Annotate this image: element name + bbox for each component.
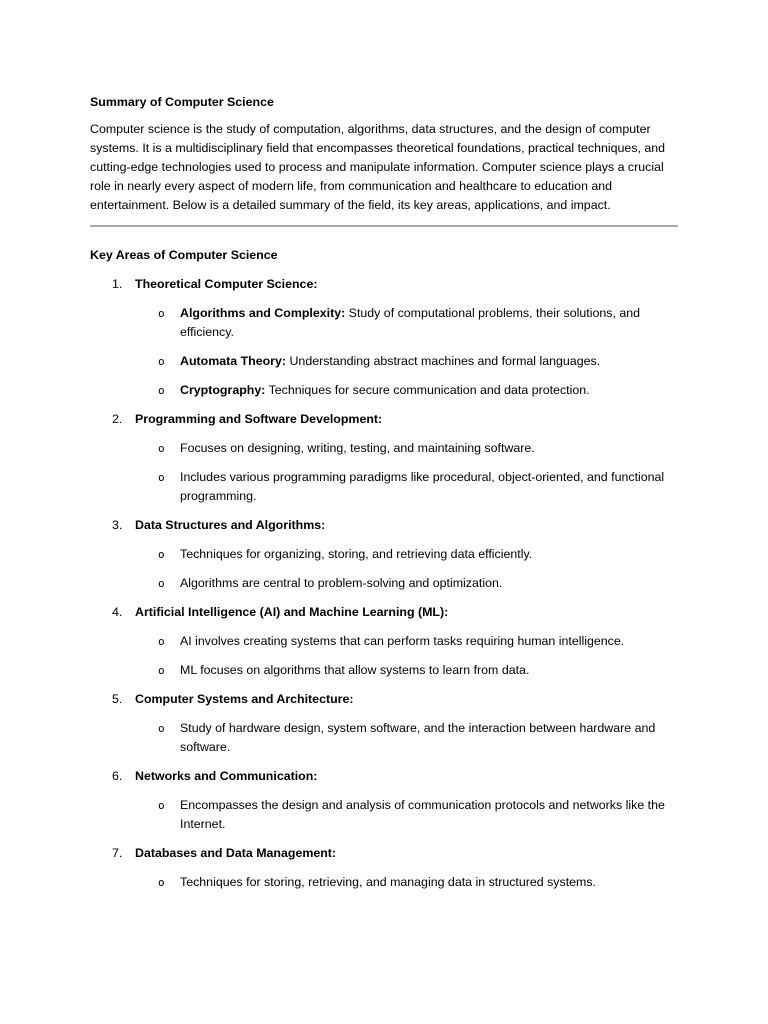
list-number: 5. [112, 692, 123, 706]
sub-item-text: AI involves creating systems that can perform tasks requiring human intelligence. [180, 634, 625, 648]
key-area-title: Programming and Software Development: [135, 412, 383, 426]
sub-item-list [135, 304, 678, 400]
key-areas-list [90, 275, 678, 892]
intro-paragraph: Computer science is the study of computation, algorithms, data structures, and the design of computer systems. It is a multidisciplinary field that encompasses theoretical foundations, practical techniques, and cutting-edge technologies used to process and manipulate information. Computer science plays a crucial role in nearly every aspect of modern life, from communication and healthcare to education and entertainment. Below is a detailed summary of the field, its key areas, applications, and impact. [90, 122, 666, 212]
sub-item-term: Automata Theory: [180, 354, 287, 368]
key-area-title: Artificial Intelligence (AI) and Machine Learning (ML): [135, 605, 449, 619]
sub-list-item [135, 352, 678, 371]
bullet-icon: o [158, 635, 165, 648]
key-area-title: Networks and Communication: [135, 769, 318, 783]
list-number: 7. [112, 846, 123, 860]
sub-list-item [135, 304, 678, 342]
key-area-title: Theoretical Computer Science: [135, 277, 318, 291]
key-areas-heading: Key Areas of Computer Science [90, 248, 278, 262]
key-area-title: Databases and Data Management: [135, 846, 337, 860]
sub-item-text: Focuses on designing, writing, testing, and maintaining software. [180, 441, 535, 455]
list-number: 3. [112, 518, 123, 532]
bullet-icon: o [158, 664, 165, 677]
key-area-item [90, 603, 678, 680]
list-number: 2. [112, 412, 123, 426]
key-area-item [90, 767, 678, 834]
sub-item-text: Study of hardware design, system software, and the interaction between hardware and software. [180, 721, 656, 754]
key-area-item [90, 410, 678, 506]
sub-list-item [135, 574, 678, 593]
sub-item-term: Cryptography: [180, 383, 266, 397]
sub-list-item [135, 661, 678, 680]
list-number: 4. [112, 605, 123, 619]
sub-item-list [135, 719, 678, 757]
list-number: 1. [112, 277, 123, 291]
key-area-title: Data Structures and Algorithms: [135, 518, 326, 532]
sub-list-item [135, 632, 678, 651]
bullet-icon: o [158, 355, 165, 368]
key-area-item [90, 690, 678, 757]
bullet-icon: o [158, 442, 165, 455]
sub-item-list [135, 632, 678, 680]
sub-item-list [135, 439, 678, 506]
bullet-icon: o [158, 471, 165, 484]
sub-item-term: Algorithms and Complexity: [180, 306, 346, 320]
bullet-icon: o [158, 384, 165, 397]
bullet-icon: o [158, 722, 165, 735]
sub-item-text: Techniques for storing, retrieving, and managing data in structured systems. [180, 875, 596, 889]
sub-list-item [135, 719, 678, 757]
sub-item-text: Techniques for organizing, storing, and retrieving data efficiently. [180, 547, 533, 561]
sub-item-text: Encompasses the design and analysis of communication protocols and networks like the Internet. [180, 798, 665, 831]
list-number: 6. [112, 769, 123, 783]
sub-item-list [135, 873, 678, 892]
sub-list-item [135, 796, 678, 834]
sub-item-list [135, 796, 678, 834]
sub-item-text: Techniques for secure communication and data protection. [265, 383, 590, 397]
sub-list-item [135, 381, 678, 400]
bullet-icon: o [158, 577, 165, 590]
sub-list-item [135, 873, 678, 892]
key-area-item [90, 275, 678, 400]
bullet-icon: o [158, 799, 165, 812]
sub-item-text: Algorithms are central to problem-solving and optimization. [180, 576, 503, 590]
sub-item-text: ML focuses on algorithms that allow systems to learn from data. [180, 663, 530, 677]
key-area-title: Computer Systems and Architecture: [135, 692, 354, 706]
sub-list-item [135, 439, 678, 458]
sub-item-text: Study of computational problems, their solutions, and efficiency. [180, 306, 641, 339]
sub-item-list [135, 545, 678, 593]
horizontal-divider [90, 225, 678, 227]
bullet-icon: o [158, 548, 165, 561]
key-area-item [90, 516, 678, 593]
sub-item-text: Includes various programming paradigms like procedural, object-oriented, and functional programming. [180, 470, 665, 503]
document-title: Summary of Computer Science [90, 95, 274, 109]
bullet-icon: o [158, 876, 165, 889]
bullet-icon: o [158, 307, 165, 320]
key-area-item [90, 844, 678, 892]
sub-list-item [135, 545, 678, 564]
sub-item-text: Understanding abstract machines and formal languages. [286, 354, 601, 368]
sub-list-item [135, 468, 678, 506]
